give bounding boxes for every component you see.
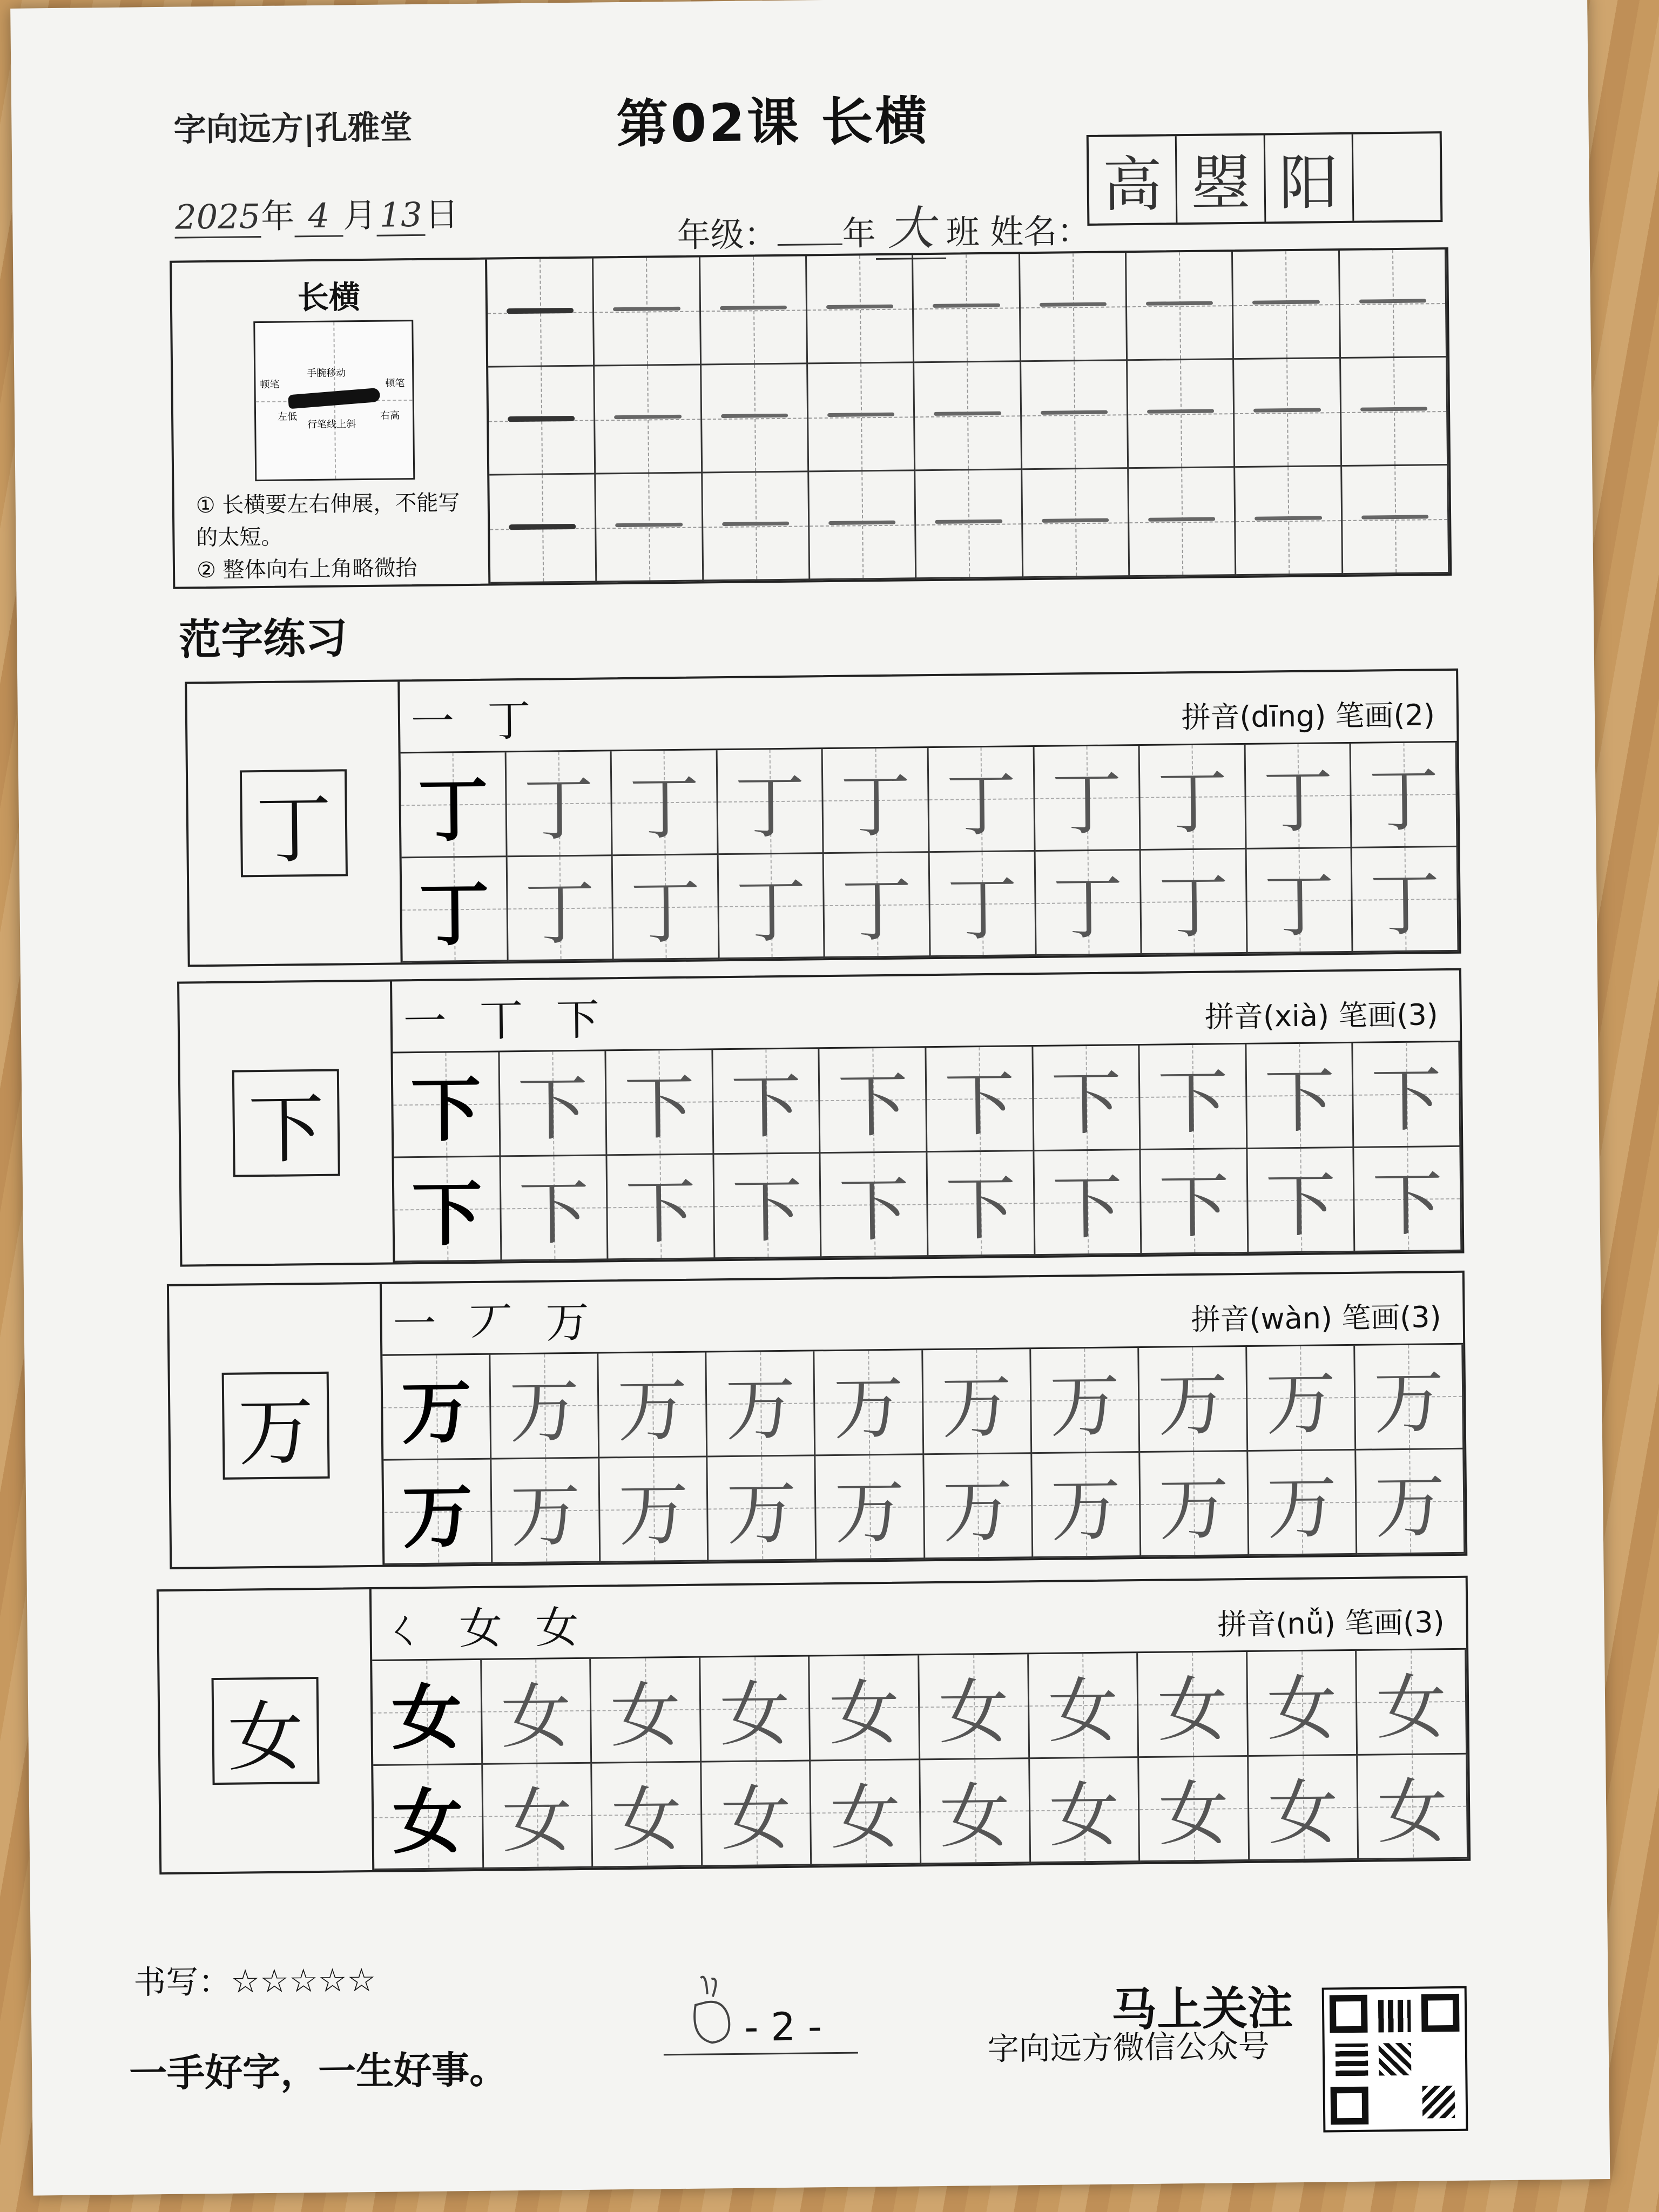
handwritten-practice-cell xyxy=(1248,1450,1357,1556)
practice-character: 万 xyxy=(509,1370,580,1453)
slogan: 一手好字，一生好事。 xyxy=(129,2047,508,2096)
stroke-practice-cell xyxy=(487,259,595,368)
practice-character: 女 xyxy=(1377,1770,1448,1853)
practice-character: 万 xyxy=(942,1469,1014,1553)
handwritten-practice-cell xyxy=(930,852,1037,957)
handwritten-practice-cell xyxy=(811,1760,922,1866)
handwritten-practice-cell xyxy=(1246,848,1353,954)
horizontal-stroke-mark xyxy=(615,522,682,527)
class-label: 班 xyxy=(946,212,980,252)
practice-character: 女 xyxy=(1158,1772,1230,1856)
stroke-practice-cell xyxy=(916,470,1023,579)
handwritten-practice-cell xyxy=(1351,743,1458,848)
horizontal-stroke-mark xyxy=(1148,517,1215,521)
practice-grid xyxy=(401,743,1459,962)
stroke-practice-cell xyxy=(1128,360,1235,469)
handwritten-practice-cell xyxy=(713,1049,821,1155)
handwritten-practice-cell xyxy=(1138,1652,1249,1758)
practice-character: 女 xyxy=(392,1780,463,1864)
practice-character: 下 xyxy=(410,1068,482,1151)
practice-character: 丁 xyxy=(1052,866,1124,949)
handwritten-practice-cell xyxy=(1247,1651,1358,1757)
practice-character: 丁 xyxy=(1262,760,1334,843)
horizontal-stroke-mark xyxy=(1359,299,1426,303)
pinyin-stroke-count: 拼音(wàn) 笔画(3) xyxy=(1191,1300,1441,1337)
stroke-practice-cell xyxy=(1020,253,1128,362)
handwritten-practice-cell xyxy=(491,1458,601,1564)
practice-character: 下 xyxy=(1265,1164,1337,1247)
practice-character: 下 xyxy=(838,1168,910,1252)
writing-rating: 书写：☆☆☆☆☆ xyxy=(133,1961,376,2002)
practice-character: 丁 xyxy=(1157,761,1228,844)
handwritten-practice-cell xyxy=(500,1051,608,1157)
practice-character: 女 xyxy=(611,1778,683,1862)
handwritten-practice-cell xyxy=(1035,850,1142,956)
stroke-practice-cell xyxy=(1341,358,1448,467)
handwritten-practice-cell xyxy=(1353,1042,1461,1148)
handwritten-practice-cell xyxy=(1247,1346,1356,1452)
handwritten-practice-cell xyxy=(717,749,824,855)
handwritten-practice-cell xyxy=(707,1351,816,1457)
pinyin-stroke-count: 拼音(nǚ) 笔画(3) xyxy=(1217,1605,1445,1642)
handwritten-practice-cell xyxy=(1139,1347,1248,1453)
handwritten-practice-cell xyxy=(924,1454,1033,1560)
date-year: 2025 xyxy=(174,197,261,239)
follow-label: 马上关注 xyxy=(1111,1981,1293,2036)
wechat-account-label: 字向远方微信公众号 xyxy=(987,2027,1270,2068)
practice-character: 万 xyxy=(834,1471,906,1554)
printed-example-cell xyxy=(402,857,509,963)
stroke-practice-cell xyxy=(1340,249,1447,359)
horizontal-stroke-mark xyxy=(1361,515,1428,519)
handwritten-practice-cell xyxy=(1356,1449,1465,1555)
handwritten-practice-cell xyxy=(1029,1653,1139,1759)
lesson-title: 第02课 长横 xyxy=(616,91,930,155)
pinyin-stroke-count: 拼音(dīng) 笔画(2) xyxy=(1181,698,1435,735)
practice-character: 女 xyxy=(939,1775,1010,1858)
grade-class-line xyxy=(677,189,1091,262)
handwritten-practice-cell xyxy=(926,1047,1034,1152)
handwritten-practice-cell xyxy=(714,1154,822,1259)
character-practice-area xyxy=(400,671,1459,962)
practice-character: 万 xyxy=(1374,1465,1446,1548)
practice-character: 万 xyxy=(833,1366,905,1449)
handwritten-practice-cell xyxy=(1139,1756,1250,1862)
stroke-practice-cell xyxy=(488,367,596,476)
practice-character: 丁 xyxy=(523,767,595,851)
practice-character: 下 xyxy=(517,1067,589,1150)
practice-character: 万 xyxy=(1157,1363,1229,1446)
horizontal-stroke-mark xyxy=(828,520,895,524)
handwritten-practice-cell xyxy=(920,1759,1031,1865)
model-character: 女 xyxy=(212,1677,320,1785)
handwritten-practice-cell xyxy=(919,1654,1030,1760)
horizontal-stroke-mark xyxy=(509,524,576,530)
name-char: 曌 xyxy=(1177,136,1266,223)
practice-character: 下 xyxy=(730,1065,802,1148)
handwritten-practice-cell xyxy=(598,1352,707,1458)
practice-character: 女 xyxy=(828,1671,900,1755)
handwritten-practice-cell xyxy=(592,1762,703,1868)
model-character-panel xyxy=(169,1284,385,1567)
horizontal-stroke-mark xyxy=(508,416,575,422)
grade-value xyxy=(778,244,842,246)
handwritten-practice-cell xyxy=(1249,1755,1359,1861)
practice-character: 下 xyxy=(943,1063,1015,1146)
practice-grid xyxy=(372,1650,1468,1870)
rabbit-icon xyxy=(668,1972,739,2054)
model-character-panel xyxy=(187,682,402,965)
horizontal-stroke-mark xyxy=(1253,408,1320,412)
handwritten-practice-cell xyxy=(613,855,720,961)
model-character-panel xyxy=(179,982,395,1265)
horizontal-stroke-mark xyxy=(1041,410,1108,414)
date-month-label: 月 xyxy=(342,195,377,235)
practice-character: 女 xyxy=(938,1670,1009,1754)
practice-character: 丁 xyxy=(946,763,1017,846)
practice-character: 女 xyxy=(830,1776,901,1859)
name-char xyxy=(1353,133,1440,221)
practice-character: 下 xyxy=(1158,1165,1230,1248)
printed-example-cell xyxy=(372,1660,483,1766)
stroke-order: 一 丁 xyxy=(410,695,541,747)
practice-character: 丁 xyxy=(841,868,913,952)
practice-character: 丁 xyxy=(1051,762,1123,845)
stroke-practice-panel xyxy=(170,247,1452,589)
stroke-practice-cell xyxy=(809,471,916,580)
practice-character: 下 xyxy=(1264,1060,1336,1143)
horizontal-stroke-mark xyxy=(1255,516,1321,520)
practice-character: 下 xyxy=(625,1170,696,1254)
practice-character: 丁 xyxy=(1369,863,1441,946)
worksheet-page xyxy=(10,0,1610,2196)
handwritten-practice-cell xyxy=(1245,744,1352,849)
stroke-order: 一 丅 下 xyxy=(403,994,610,1047)
handwritten-practice-cell xyxy=(700,1656,811,1762)
grade-label: 年级： xyxy=(677,214,778,255)
handwritten-practice-cell xyxy=(606,1050,714,1156)
handwritten-practice-cell xyxy=(1034,746,1141,852)
practice-character: 万 xyxy=(725,1367,797,1451)
year-label: 年 xyxy=(842,213,876,253)
handwritten-practice-cell xyxy=(823,748,930,854)
stroke-practice-cell xyxy=(1234,359,1341,468)
practice-character: 万 xyxy=(617,1368,688,1452)
horizontal-stroke-mark xyxy=(826,304,893,308)
character-practice-area xyxy=(382,1273,1465,1565)
handwritten-practice-cell xyxy=(1140,745,1247,851)
practice-character: 丁 xyxy=(1368,758,1440,842)
handwritten-practice-cell xyxy=(810,1655,921,1761)
practice-character: 万 xyxy=(1266,1466,1338,1549)
handwritten-practice-cell xyxy=(1140,1044,1248,1150)
handwritten-practice-cell xyxy=(1141,1149,1249,1255)
practice-character: 女 xyxy=(500,1675,572,1758)
character-block xyxy=(177,968,1464,1267)
handwritten-practice-cell xyxy=(1354,1147,1462,1252)
handwritten-practice-cell xyxy=(821,1152,929,1258)
horizontal-stroke-mark xyxy=(720,305,787,309)
brand-logo: 字向远方|孔雅堂 xyxy=(173,109,413,149)
printed-example-cell xyxy=(394,1157,502,1263)
stroke-practice-cell xyxy=(489,475,597,584)
practice-character: 丁 xyxy=(736,869,807,953)
horizontal-stroke-mark xyxy=(1040,302,1107,306)
character-practice-area xyxy=(372,1578,1468,1870)
horizontal-stroke-mark xyxy=(934,411,1001,415)
stroke-order: 一 丆 万 xyxy=(393,1297,599,1350)
practice-character: 女 xyxy=(501,1779,573,1863)
stroke-title: 长横 xyxy=(297,279,361,316)
practice-character: 女 xyxy=(719,1673,791,1756)
practice-character: 丁 xyxy=(629,766,700,849)
handwritten-practice-cell xyxy=(507,856,614,962)
stroke-practice-cell xyxy=(703,472,810,581)
stroke-practice-cell xyxy=(595,365,702,474)
horizontal-stroke-mark xyxy=(1360,407,1427,411)
stroke-practice-cell xyxy=(1129,468,1236,577)
handwritten-practice-cell xyxy=(1033,1046,1141,1151)
character-header xyxy=(392,970,1460,1054)
printed-example-cell xyxy=(383,1459,493,1565)
stroke-practice-cell xyxy=(1021,361,1129,470)
practice-character: 下 xyxy=(412,1172,483,1256)
character-header xyxy=(400,671,1456,753)
stroke-practice-cell xyxy=(1022,469,1130,578)
practice-character: 万 xyxy=(1373,1360,1445,1444)
handwritten-practice-cell xyxy=(612,750,719,856)
horizontal-stroke-mark xyxy=(1252,300,1319,304)
handwritten-practice-cell xyxy=(1030,1758,1141,1864)
stroke-practice-cell xyxy=(702,364,809,473)
handwritten-practice-cell xyxy=(923,1349,1032,1455)
horizontal-stroke-mark xyxy=(721,413,788,417)
model-character: 万 xyxy=(222,1372,330,1480)
stroke-order: ㄑ 女 女 xyxy=(382,1602,589,1655)
stroke-practice-cell xyxy=(807,255,914,364)
practice-character: 女 xyxy=(391,1675,462,1759)
practice-character: 丁 xyxy=(1263,864,1335,947)
character-practice-area xyxy=(392,970,1462,1263)
handwritten-practice-cell xyxy=(483,1763,594,1869)
handwritten-practice-cell xyxy=(1141,849,1248,955)
handwritten-practice-cell xyxy=(1034,1150,1142,1256)
handwritten-practice-cell xyxy=(1140,1451,1249,1557)
date-line xyxy=(174,187,459,239)
horizontal-stroke-mark xyxy=(933,303,1000,307)
practice-grid xyxy=(382,1345,1465,1565)
practice-character: 万 xyxy=(941,1365,1013,1448)
handwritten-practice-cell xyxy=(501,1156,609,1262)
practice-character: 万 xyxy=(618,1473,689,1556)
practice-character: 丁 xyxy=(1158,865,1229,948)
practice-character: 女 xyxy=(1266,1667,1338,1750)
stroke-tip: ② 整体向右上角略微抬 xyxy=(196,555,417,583)
stroke-diagram: 顿笔 手腕移动 顿笔 左低 行笔线上斜 右高 xyxy=(253,320,415,481)
stroke-practice-cell xyxy=(1342,466,1449,575)
character-header xyxy=(372,1578,1466,1661)
handwritten-practice-cell xyxy=(506,751,613,857)
practice-character: 下 xyxy=(518,1171,590,1255)
handwritten-practice-cell xyxy=(1031,1348,1140,1454)
handwritten-practice-cell xyxy=(718,854,825,960)
practice-character: 女 xyxy=(1047,1669,1119,1752)
practice-character: 女 xyxy=(610,1674,682,1757)
printed-example-cell xyxy=(393,1052,501,1158)
class-value: 大 xyxy=(875,191,946,260)
name-boxes xyxy=(1087,131,1443,226)
date-day-label: 日 xyxy=(424,194,459,234)
handwritten-practice-cell xyxy=(591,1658,702,1764)
practice-grid xyxy=(393,1042,1462,1263)
stroke-practice-cell xyxy=(1127,252,1234,361)
practice-character: 丁 xyxy=(734,765,806,848)
practice-character: 万 xyxy=(1158,1467,1230,1550)
name-char: 高 xyxy=(1089,136,1178,224)
stroke-practice-cell xyxy=(808,363,915,472)
practice-character: 下 xyxy=(1157,1061,1229,1144)
stroke-practice-cell xyxy=(596,473,704,582)
practice-character: 丁 xyxy=(417,768,489,852)
handwritten-practice-cell xyxy=(1357,1650,1468,1756)
handwritten-practice-cell xyxy=(490,1354,599,1460)
handwritten-practice-cell xyxy=(1355,1345,1464,1451)
stroke-intro xyxy=(172,260,490,587)
practice-character: 万 xyxy=(510,1474,581,1557)
stroke-tips xyxy=(195,487,472,586)
section-title: 范字练习 xyxy=(178,614,348,665)
practice-character: 下 xyxy=(624,1066,695,1149)
name-char: 阳 xyxy=(1265,134,1354,222)
stroke-practice-cell xyxy=(1233,251,1340,360)
practice-character: 万 xyxy=(401,1370,472,1454)
character-block xyxy=(167,1271,1467,1569)
practice-character: 万 xyxy=(1265,1362,1337,1445)
handwritten-practice-cell xyxy=(824,853,931,959)
character-header xyxy=(382,1273,1463,1356)
practice-character: 丁 xyxy=(419,872,490,956)
practice-character: 下 xyxy=(1050,1062,1122,1145)
handwritten-practice-cell xyxy=(1352,847,1459,953)
printed-example-cell xyxy=(382,1355,491,1461)
practice-character: 下 xyxy=(731,1169,803,1253)
practice-character: 下 xyxy=(945,1167,1016,1251)
handwritten-practice-cell xyxy=(927,1151,1035,1257)
practice-character: 丁 xyxy=(524,872,596,955)
practice-character: 下 xyxy=(1371,1058,1442,1142)
practice-character: 女 xyxy=(1267,1771,1339,1854)
handwritten-practice-cell xyxy=(708,1456,817,1562)
handwritten-practice-cell xyxy=(599,1457,709,1563)
date-month: 4 xyxy=(294,195,343,237)
practice-character: 下 xyxy=(837,1064,908,1147)
qr-code xyxy=(1322,1986,1468,2133)
horizontal-stroke-mark xyxy=(935,519,1002,523)
practice-character: 丁 xyxy=(947,867,1018,950)
horizontal-stroke-mark xyxy=(507,308,574,314)
handwritten-practice-cell xyxy=(702,1761,812,1867)
pinyin-stroke-count: 拼音(xià) 笔画(3) xyxy=(1204,997,1439,1034)
name-label: 姓名： xyxy=(989,211,1091,252)
model-character: 下 xyxy=(232,1069,340,1177)
handwritten-practice-cell xyxy=(608,1155,716,1260)
practice-character: 女 xyxy=(720,1777,792,1860)
character-block xyxy=(157,1576,1471,1874)
page-number: - 2 - xyxy=(744,2004,822,2050)
horizontal-stroke-mark xyxy=(827,412,894,416)
stroke-practice-grid xyxy=(487,249,1449,584)
stroke-practice-cell xyxy=(700,256,808,365)
printed-example-cell xyxy=(401,752,508,858)
handwritten-practice-cell xyxy=(1032,1453,1141,1559)
horizontal-stroke-mark xyxy=(1042,518,1109,522)
handwritten-practice-cell xyxy=(1246,1043,1354,1149)
stroke-practice-cell xyxy=(913,254,1021,363)
practice-character: 女 xyxy=(1157,1668,1229,1751)
handwritten-practice-cell xyxy=(1247,1148,1355,1253)
handwritten-practice-cell xyxy=(929,747,1036,853)
practice-character: 万 xyxy=(1050,1468,1122,1552)
printed-example-cell xyxy=(373,1764,484,1870)
character-block xyxy=(185,669,1461,967)
practice-character: 女 xyxy=(1048,1773,1120,1857)
practice-character: 万 xyxy=(1049,1364,1121,1447)
practice-character: 丁 xyxy=(630,871,702,954)
practice-character: 万 xyxy=(726,1472,798,1555)
horizontal-stroke-mark xyxy=(722,521,789,525)
date-day: 13 xyxy=(376,195,426,237)
practice-character: 丁 xyxy=(840,764,912,847)
model-character: 丁 xyxy=(240,769,348,877)
practice-character: 下 xyxy=(1051,1166,1123,1249)
handwritten-practice-cell xyxy=(815,1350,924,1456)
horizontal-stroke-mark xyxy=(1146,301,1213,305)
handwritten-practice-cell xyxy=(1358,1754,1469,1860)
stroke-practice-cell xyxy=(594,257,701,366)
model-character-panel xyxy=(159,1589,374,1872)
practice-character: 女 xyxy=(1375,1665,1447,1749)
practice-character: 万 xyxy=(402,1475,473,1559)
horizontal-stroke-mark xyxy=(1147,409,1214,413)
stroke-tip: ① 长横要左右伸展，不能写的太短。 xyxy=(195,490,460,551)
handwritten-practice-cell xyxy=(482,1659,592,1765)
horizontal-stroke-mark xyxy=(613,306,680,311)
practice-character: 下 xyxy=(1372,1163,1443,1246)
handwritten-practice-cell xyxy=(820,1048,928,1154)
stroke-practice-cell xyxy=(1235,467,1343,576)
stroke-practice-cell xyxy=(914,362,1022,471)
date-year-label: 年 xyxy=(260,196,295,236)
horizontal-stroke-mark xyxy=(614,414,681,419)
handwritten-practice-cell xyxy=(816,1455,925,1561)
